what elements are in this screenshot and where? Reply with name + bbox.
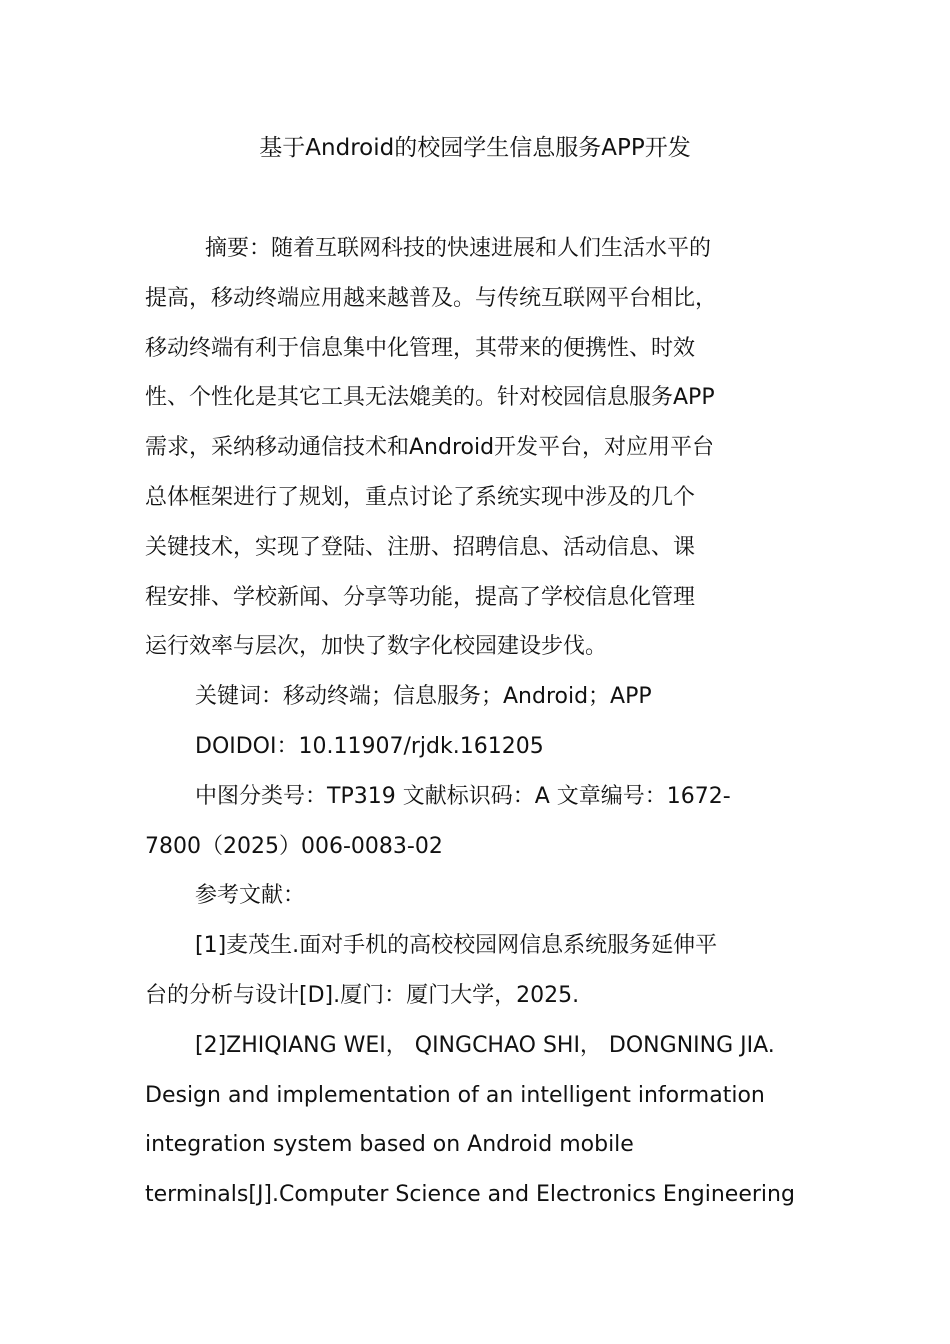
abstract-line: 运行效率与层次，加快了数字化校园建设步伐。 [145, 634, 608, 660]
abstract-line: 移动终端有利于信息集中化管理，其带来的便携性、时效 [145, 335, 696, 361]
abstract-line: 关键技术，实现了登陆、注册、招聘信息、活动信息、课 [145, 534, 696, 560]
reference-line: terminals[J].Computer Science and Electronics Engineering [145, 1182, 795, 1208]
doi-line: DOIDOI：10.11907/rjdk.161205 [195, 733, 544, 759]
reference-line: Design and implementation of an intelligent information [145, 1082, 765, 1108]
reference-line: [1]麦茂生.面对手机的高校校园网信息系统服务延伸平 [195, 933, 718, 959]
references-heading: 参考文献： [195, 883, 306, 909]
reference-line: 台的分析与设计[D].厦门：厦门大学，2025. [145, 982, 580, 1008]
abstract-line: 性、个性化是其它工具无法媲美的。针对校园信息服务APP [145, 385, 715, 411]
abstract-line: 摘要：随着互联网科技的快速进展和人们生活水平的 [205, 236, 712, 261]
abstract-line: 程安排、学校新闻、分享等功能，提高了学校信息化管理 [145, 584, 696, 610]
reference-line: integration system based on Android mobile [145, 1132, 634, 1158]
classification-line: 7800（2025）006-0083-02 [145, 833, 443, 859]
classification-line: 中图分类号：TP319 文献标识码：A 文章编号：1672- [195, 783, 731, 809]
abstract-line: 总体框架进行了规划，重点讨论了系统实现中涉及的几个 [145, 484, 696, 510]
paper-body [145, 224, 810, 1220]
abstract-line: 需求，采纳移动通信技术和Android开发平台，对应用平台 [145, 435, 715, 461]
reference-line: [2]ZHIQIANG WEI， QINGCHAO SHI， DONGNING JIA. [195, 1032, 775, 1058]
abstract-line: 提高，移动终端应用越来越普及。与传统互联网平台相比， [145, 285, 718, 311]
keywords-line: 关键词：移动终端；信息服务；Android；APP [195, 684, 652, 710]
paper-title: 基于Android的校园学生信息服务APP开发 [259, 135, 691, 161]
